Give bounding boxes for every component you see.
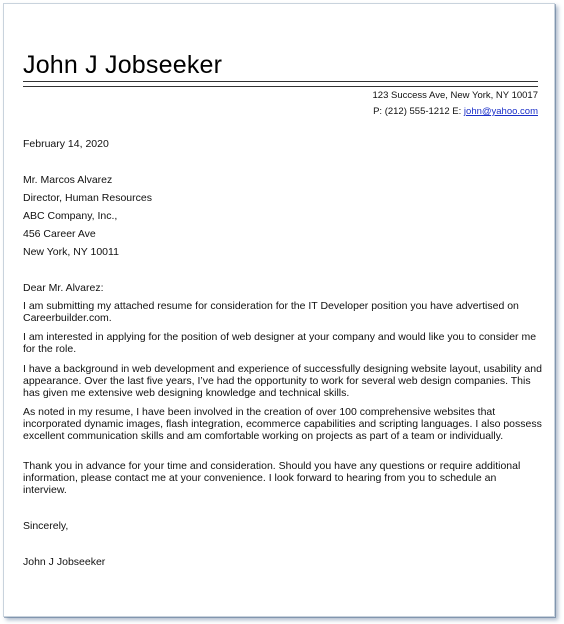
recipient-city: New York, NY 10011: [23, 246, 119, 258]
applicant-name: John J Jobseeker: [23, 51, 223, 79]
recipient-street: 456 Career Ave: [23, 228, 96, 240]
header-rule-top: [23, 81, 538, 82]
email-link[interactable]: john@yahoo.com: [463, 106, 538, 117]
closing: Sincerely,: [23, 520, 69, 532]
letter-page: [3, 3, 555, 617]
applicant-contact-line: [373, 106, 538, 117]
body-paragraph-1: I am submitting my attached resume for consideration for the IT Developer position you have advertised on Careerbuilder.com.: [23, 300, 519, 324]
recipient-company: ABC Company, Inc.,: [23, 210, 118, 222]
body-paragraph-5: Thank you in advance for your time and consideration. Should you have any questions or require additional information, please contact me at your convenience. I look forward to hearing from you to schedule an interview.: [23, 460, 521, 496]
body-paragraph-4: As noted in my resume, I have been involved in the creation of over 100 comprehensive websites that incorporated dynamic images, flash integration, ecommerce capabilities and scripting languages. I also possess excellent communication skills and am comfortable working on projects as part of a team or individually.: [23, 406, 542, 442]
recipient-name: Mr. Marcos Alvarez: [23, 174, 113, 186]
letter-date: February 14, 2020: [23, 138, 109, 150]
applicant-address: 123 Success Ave, New York, NY 10017: [372, 90, 538, 101]
body-paragraph-2: I am interested in applying for the position of web designer at your company and would like you to consider me for the role.: [23, 331, 537, 355]
body-paragraph-3: I have a background in web development and experience of successfully designing website layout, usability and appearance. Over the last five years, I’ve had the opportunity to work for several web design companies. This has given me extensive web designing knowledge and technical skills.: [23, 363, 542, 399]
signature: John J Jobseeker: [23, 556, 106, 568]
header-rule-bottom: [23, 86, 538, 87]
phone-label: P: (212) 555-1212 E:: [373, 106, 464, 117]
recipient-title: Director, Human Resources: [23, 192, 152, 204]
salutation: Dear Mr. Alvarez:: [23, 282, 104, 294]
